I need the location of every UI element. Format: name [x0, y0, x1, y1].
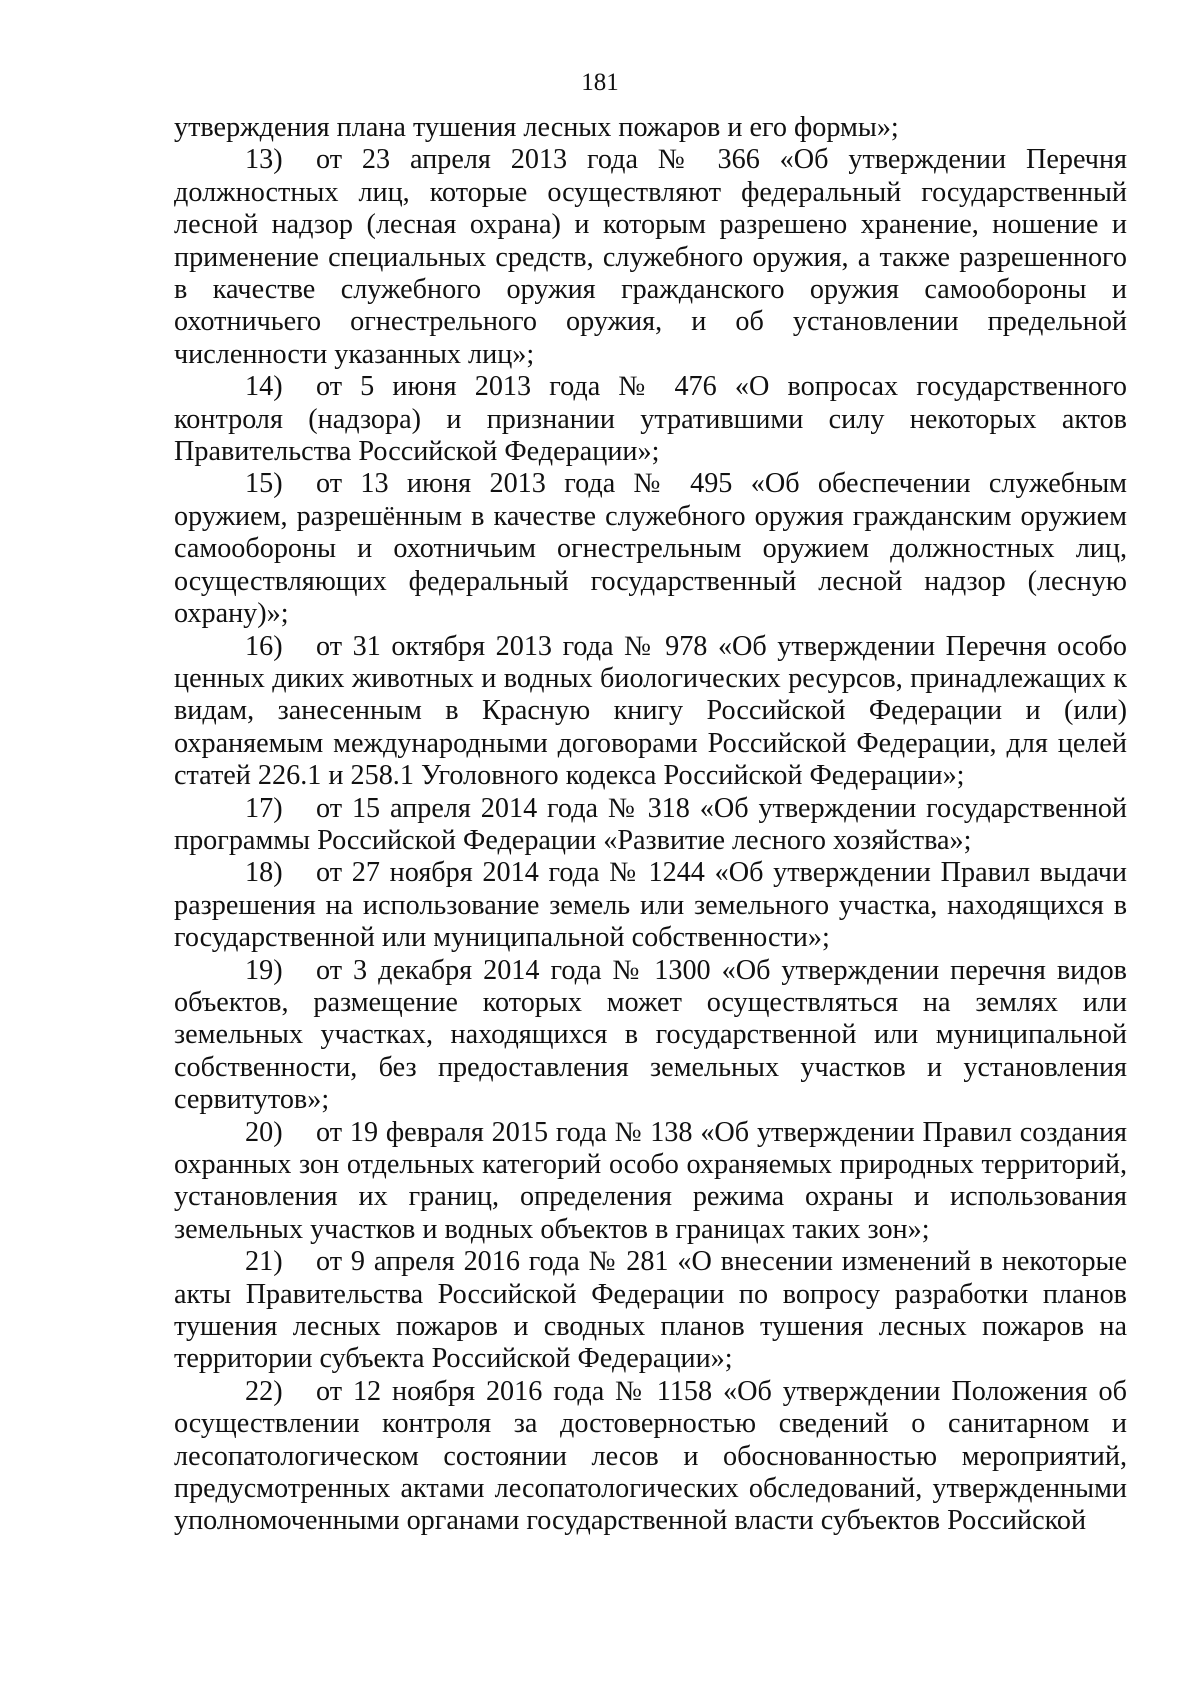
item-number: 18)	[245, 857, 283, 889]
item-text: от 31 октября 2013 года № 978 «Об утверждении Перечня особо ценных диких животных и водных биологических ресурсов, принадлежащих к видам, занесенным в Красную книгу Российской Федерации и (или) охраняемым международными договорами Российской Федерации, для целей статей 226.1 и 258.1 Уголовного кодекса Российской Федерации»;	[174, 630, 1127, 792]
list-item-18	[174, 857, 1127, 954]
intro-fragment: утверждения плана тушения лесных пожаров и его формы»;	[174, 112, 899, 143]
item-number: 19)	[245, 954, 283, 986]
list-item-22	[174, 1376, 1127, 1538]
list-item-15	[174, 468, 1127, 630]
item-text: от 27 ноября 2014 года № 1244 «Об утверждении Правил выдачи разрешения на использование земель или земельного участка, находящихся в государственной или муниципальной собственности»;	[174, 857, 1127, 954]
page-number: 181	[581, 69, 619, 96]
item-number: 16)	[245, 630, 283, 662]
list-item-16	[174, 631, 1127, 793]
list-item-17	[174, 793, 1127, 858]
item-number: 22)	[245, 1375, 283, 1407]
list-item-21	[174, 1246, 1127, 1376]
item-number: 20)	[245, 1116, 283, 1148]
item-text: от 13 июня 2013 года № 495 «Об обеспечении служебным оружием, разрешённым в качестве служебного оружия гражданским оружием самообороны и охотничьим огнестрельным оружием должностных лиц, осуществляющих федеральный государственный лесной надзор (лесную охрану)»;	[174, 468, 1127, 630]
item-number: 17)	[245, 792, 283, 824]
item-text: от 12 ноября 2016 года № 1158 «Об утверждении Положения об осуществлении контроля за достоверностью сведений о санитарном и лесопатологическом состоянии лесов и обоснованностью мероприятий, предусмотренных актами лесопатологических обследований, утвержденными уполномоченными органами государственной власти субъектов Российской	[174, 1375, 1127, 1537]
list-item-14	[174, 371, 1127, 468]
list-item-13	[174, 144, 1127, 371]
item-text: от 9 апреля 2016 года № 281 «О внесении изменений в некоторые акты Правительства Российской Федерации по вопросу разработки планов тушения лесных пожаров и сводных планов тушения лесных пожаров на территории субъекта Российской Федерации»;	[174, 1246, 1127, 1375]
list-item-19	[174, 955, 1127, 1117]
item-text: от 23 апреля 2013 года № 366 «Об утверждении Перечня должностных лиц, которые осуществляют федеральный государственный лесной надзор (лесная охрана) и которым разрешено хранение, ношение и применение специальных средств, служебного оружия, а также разрешенного в качестве служебного оружия гражданского оружия самообороны и охотничьего огнестрельного оружия, и об установлении предельной численности указанных лиц»;	[174, 144, 1127, 370]
item-number: 15)	[245, 468, 283, 500]
item-number: 13)	[245, 144, 283, 176]
item-text: от 15 апреля 2014 года № 318 «Об утверждении государственной программы Российской Федерации «Развитие лесного хозяйства»;	[174, 792, 1127, 856]
item-number: 14)	[245, 371, 283, 403]
item-text: от 19 февраля 2015 года № 138 «Об утверждении Правил создания охранных зон отдельных категорий особо охраняемых природных территорий, установления их границ, определения режима охраны и использования земельных участков и водных объектов в границах таких зон»;	[174, 1116, 1127, 1245]
item-number: 21)	[245, 1246, 283, 1278]
item-text: от 3 декабря 2014 года № 1300 «Об утверждении перечня видов объектов, размещение которых может осуществляться на землях или земельных участках, находящихся в государственной или муниципальной собственности, без предоставления земельных участков и установления сервитутов»;	[174, 954, 1127, 1116]
list-item-20	[174, 1117, 1127, 1247]
document-body	[174, 112, 1127, 1538]
item-text: от 5 июня 2013 года № 476 «О вопросах государственного контроля (надзора) и признании утратившими силу некоторых актов Правительства Российской Федерации»;	[174, 371, 1127, 468]
